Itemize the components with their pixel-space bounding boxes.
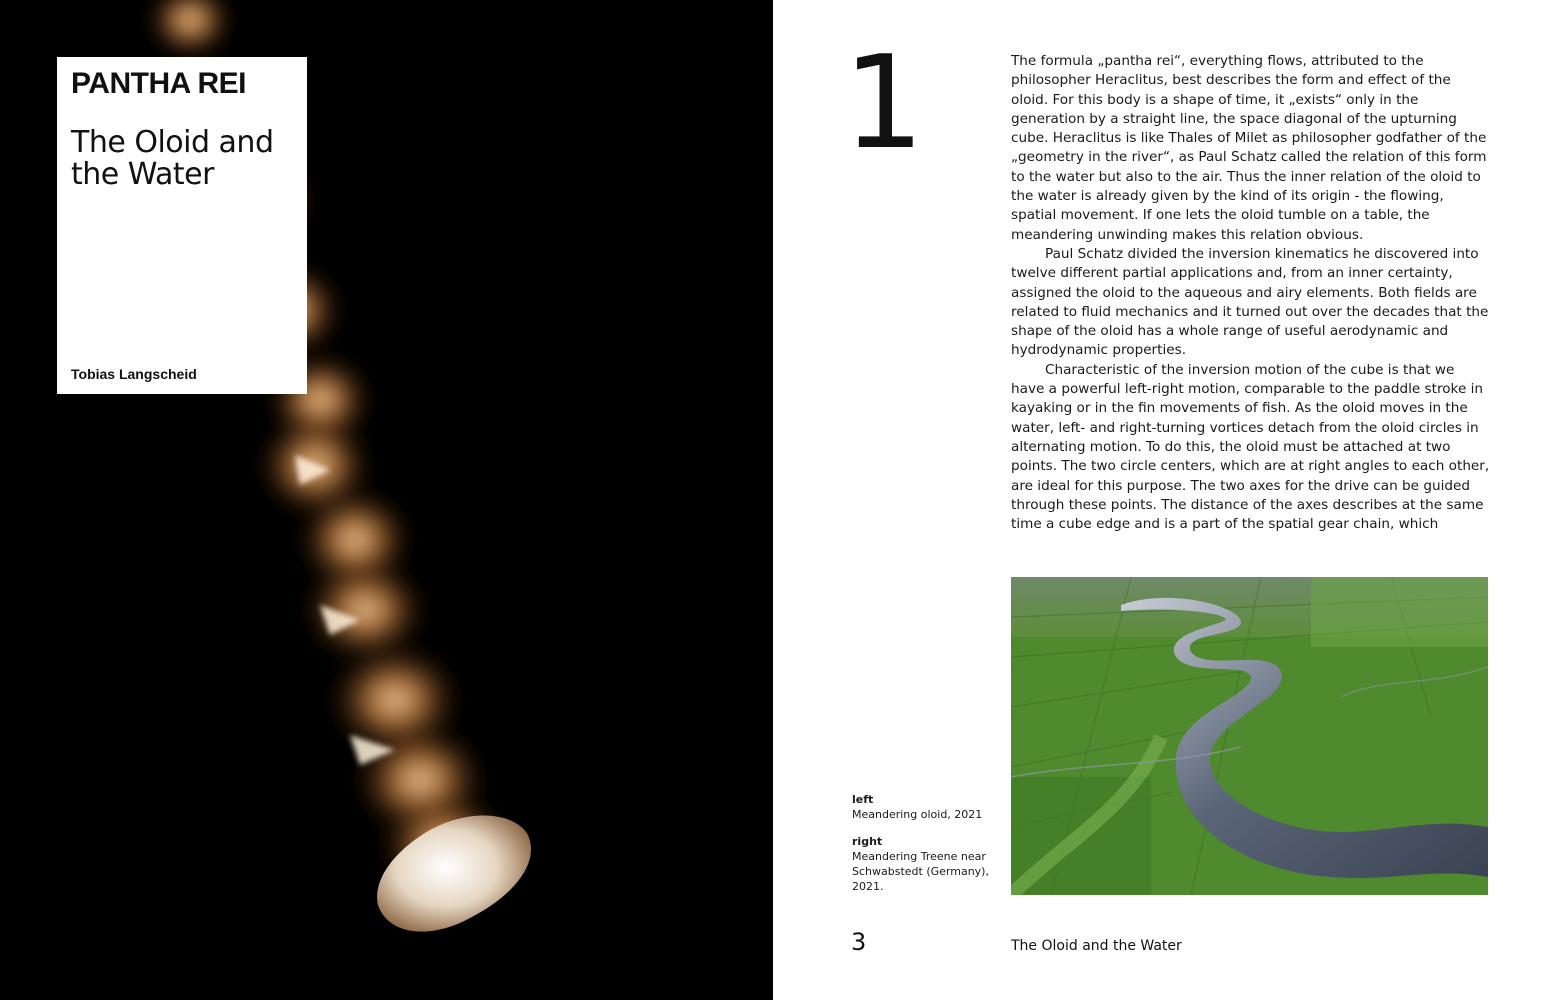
river-photo <box>1011 577 1488 895</box>
caption-left-heading: left <box>852 793 874 806</box>
caption-left <box>852 792 1002 822</box>
caption-right <box>852 834 1002 894</box>
right-page <box>773 0 1545 1000</box>
page-number: 3 <box>851 928 867 956</box>
caption-right-text: Meandering Treene near Schwabstedt (Germany), 2021. <box>852 850 989 893</box>
book-title-line2: the Water <box>71 157 214 193</box>
series-title: PANTHA REI <box>71 67 246 100</box>
paragraph: Characteristic of the inversion motion of the cube is that we have a powerful left-right motion, comparable to the paddle stroke in kayaking or in the fin movements of fish. As the oloid moves in the water, left- and right-turning vortices detach from the oloid circles in alternating motion. To do this, the oloid must be attached at two points. The two circle centers, which are at right angles to each other, are ideal for this purpose. The two axes for the drive can be guided through these points. The distance of the axes describes at the same time a cube edge and is a part of the spatial gear chain, which <box>1011 361 1490 533</box>
body-text <box>1011 52 1491 534</box>
captions <box>852 792 1002 906</box>
title-card <box>57 57 307 394</box>
paragraph: The formula „pantha rei“, everything flows, attributed to the philosopher Heraclitus, best describes the form and effect of the oloid. For this body is a shape of time, it „exists“ only in the generation by a straight line, the space diagonal of the upturning cube. Heraclitus is like Thales of Milet as philosopher godfather of the „geometry in the river“, as Paul Schatz called the relation of this form to the water but also to the air. Thus the inner relation of the oloid to the water is already given by the kind of its origin - the flowing, spatial movement. If one lets the oloid tumble on a table, the meandering unwinding makes this relation obvious. <box>1011 53 1487 243</box>
book-title <box>71 127 293 192</box>
paragraph: Paul Schatz divided the inversion kinematics he discovered into twelve different partial applications and, from an inner certainty, assigned the oloid to the aqueous and airy elements. Both fields are related to fluid mechanics and it turned out over the decades that the shape of the oloid has a whole range of useful aerodynamic and hydrodynamic properties. <box>1011 245 1489 359</box>
caption-left-text: Meandering oloid, 2021 <box>852 808 983 821</box>
book-title-line1: The Oloid and <box>71 125 274 160</box>
author-name: Tobias Langscheid <box>71 366 197 382</box>
chapter-number: 1 <box>843 29 921 178</box>
running-title: The Oloid and the Water <box>1011 938 1182 954</box>
caption-right-heading: right <box>852 835 883 848</box>
